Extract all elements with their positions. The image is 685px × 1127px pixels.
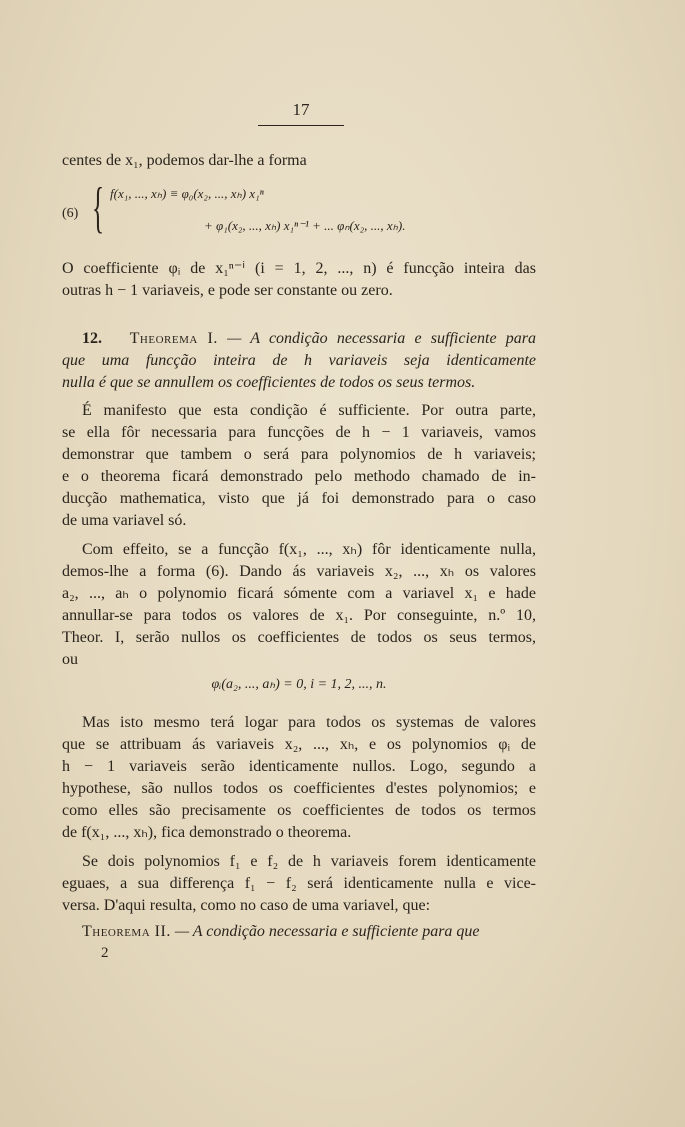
text-line: de uma variavel só. bbox=[62, 512, 187, 529]
section-number: 12. bbox=[82, 330, 102, 347]
text-line: centes de x₁, podemos dar-lhe a forma bbox=[62, 152, 307, 169]
text-line: Com effeito, se a funcção f(x₁, ..., xₕ) fôr identicamente nulla, bbox=[82, 541, 536, 558]
text-line bbox=[62, 328, 536, 350]
proof-paragraph-1 bbox=[62, 400, 536, 532]
theorem-statement: — A condição necessaria e sufficiente para que bbox=[174, 923, 480, 940]
text-line: Mas isto mesmo terá logar para todos os systemas de valores bbox=[82, 714, 536, 731]
centered-equation: φᵢ(a₂, ..., aₕ) = 0, i = 1, 2, ..., n. bbox=[211, 677, 387, 692]
text-line: eguaes, a sua differença f₁ − f₂ será identicamente nulla e vice- bbox=[62, 875, 536, 892]
text-line: se ella fôr necessaria para funcções de h − 1 variaveis, vamos bbox=[62, 424, 536, 441]
text-line: annullar-se para todos os valores de x₁. Por conseguinte, n.º 10, bbox=[62, 607, 536, 624]
text-line: O coefficiente φᵢ de x₁ⁿ⁻ⁱ (i = 1, 2, ..., n) é funcção inteira das bbox=[62, 260, 536, 277]
intro-paragraph bbox=[62, 150, 536, 172]
theorem-label: Theorema II. bbox=[82, 923, 171, 940]
text-line: versa. D'aqui resulta, como no caso de uma variavel, que: bbox=[62, 897, 431, 914]
theorem-2 bbox=[62, 921, 536, 943]
text-line: como elles são precisamente os coefficientes de todos os termos bbox=[62, 802, 536, 819]
text-line: que se attribuam ás variaveis x₂, ..., xₕ, e os polynomios φᵢ de bbox=[62, 736, 536, 753]
text-line: demonstrar que tambem o será para polynomios de h variaveis; bbox=[62, 446, 536, 463]
theorem-label: Theorema I. bbox=[129, 330, 218, 347]
equation-line: f(x₁, ..., xₕ) ≡ φ₀(x₂, ..., xₕ) x₁ⁿ bbox=[110, 186, 264, 201]
text-line: nulla é que se annullem os coefficientes de todos os seus termos. bbox=[62, 374, 476, 391]
text-line: Theor. I, serão nullos os coefficientes de todos os seus termos, bbox=[62, 629, 536, 646]
theorem-statement: — A condição necessaria e sufficiente para bbox=[227, 330, 536, 347]
signature-mark: 2 bbox=[101, 945, 109, 961]
text-line: e o theorema ficará demonstrado pelo methodo chamado de in- bbox=[62, 468, 536, 485]
text-line: a₂, ..., aₕ o polynomio ficará sómente com a variavel x₁ e hade bbox=[62, 585, 536, 602]
text-line: hypothese, são nullos todos os coefficientes d'estes polynomios; e bbox=[62, 780, 536, 797]
text-line: h − 1 variaveis serão identicamente nullos. Logo, segundo a bbox=[62, 758, 536, 775]
text-line: demos-lhe a forma (6). Dando ás variaveis x₂, ..., xₕ os valores bbox=[62, 563, 536, 580]
equation-6 bbox=[62, 177, 536, 246]
page-number: 17 bbox=[292, 100, 310, 119]
text-line: ducção mathematica, visto que já foi demonstrado para o caso bbox=[62, 490, 536, 507]
header-rule bbox=[258, 125, 344, 126]
text-line: de f(x₁, ..., xₕ), fica demonstrado o theorema. bbox=[62, 824, 352, 841]
corollary-paragraph bbox=[62, 851, 536, 917]
equation-line: + φ₁(x₂, ..., xₕ) x₁ⁿ⁻¹ + ... φₙ(x₂, ..., xₕ). bbox=[204, 218, 406, 233]
text-line: ou bbox=[62, 651, 78, 668]
left-brace-icon: { bbox=[92, 177, 105, 239]
text-line: outras h − 1 variaveis, e pode ser constante ou zero. bbox=[62, 282, 393, 299]
text-line: que uma funcção inteira de h variaveis seja identicamente bbox=[62, 352, 536, 369]
equation-number: (6) bbox=[62, 206, 79, 221]
text-line: É manifesto que esta condição é sufficiente. Por outra parte, bbox=[82, 402, 536, 419]
proof-paragraph-3 bbox=[62, 712, 536, 844]
coefficient-paragraph bbox=[62, 258, 536, 302]
text-line bbox=[62, 921, 536, 943]
text-line: Se dois polynomios f₁ e f₂ de h variaveis forem identicamente bbox=[82, 853, 536, 870]
theorem-1 bbox=[62, 328, 536, 394]
proof-paragraph-2 bbox=[62, 539, 536, 671]
